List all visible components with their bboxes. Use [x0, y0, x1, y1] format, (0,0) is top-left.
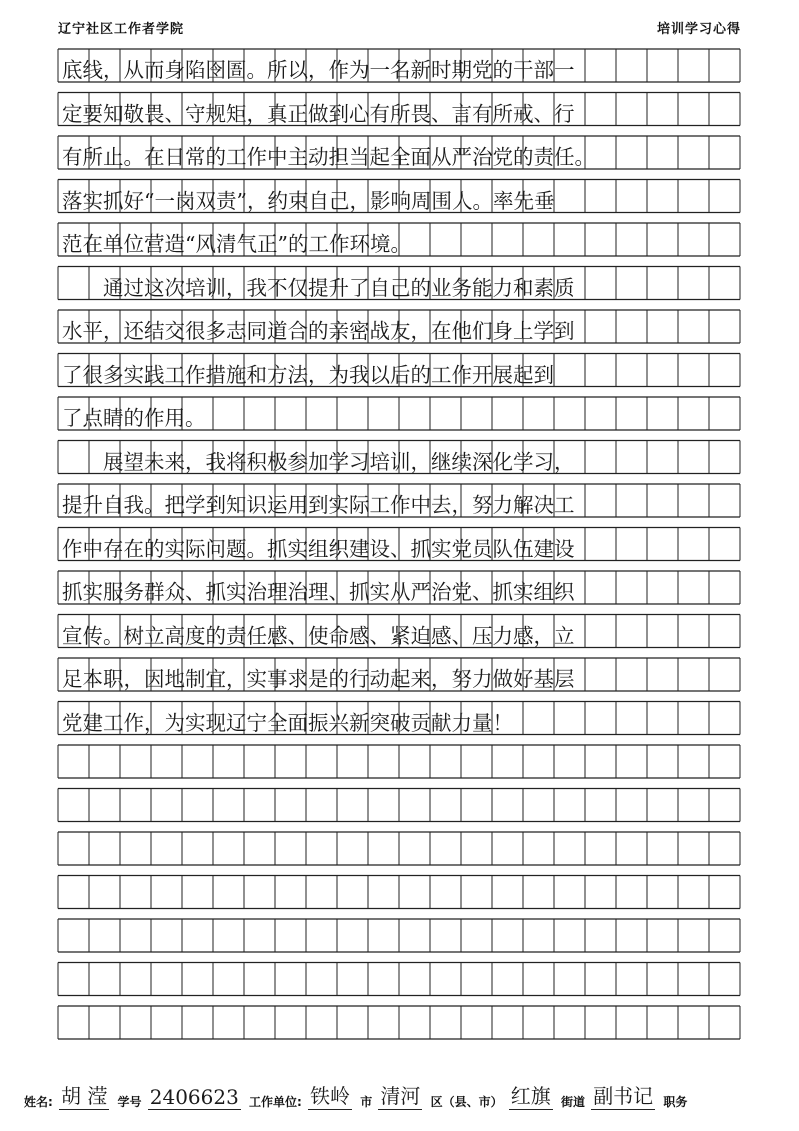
essay-line: 提升自我。把学到知识运用到实际工作中去，努力解决工 — [62, 493, 575, 517]
county-suffix: 区（县、市） — [430, 1095, 503, 1109]
essay-line: 通过这次培训，我不仅提升了自己的业务能力和素质 — [62, 275, 575, 300]
student-id-value: 2406623 — [149, 1085, 239, 1109]
county-value: 清河 — [378, 1080, 422, 1110]
essay-line: 党建工作，为实现辽宁全面振兴新突破贡献力量！ — [62, 710, 513, 735]
document-type-title: 培训学习心得 — [656, 22, 741, 37]
city-value: 铁岭 — [308, 1080, 352, 1110]
essay-line: 抓实服务群众、抓实治理治理、抓实从严治党、抓实组织 — [62, 580, 575, 604]
name-label: 姓名: — [24, 1095, 53, 1109]
essay-line: 水平，还结交很多志同道合的亲密战友，在他们身上学到 — [62, 319, 575, 343]
essay-line: 展望未来，我将积极参加学习培训，继续深化学习， — [62, 449, 575, 474]
street-value: 红旗 — [509, 1080, 553, 1110]
essay-line: 作中存在的实际问题。抓实组织建设、抓实党员队伍建设 — [62, 536, 575, 561]
essay-line: 有所止。在日常的工作中主动担当起全面从严治党的责任。 — [62, 145, 595, 169]
street-suffix: 街道 — [560, 1095, 585, 1109]
essay-line: 范在单位营造“风清气正”的工作环境。 — [62, 232, 411, 256]
city-suffix: 市 — [360, 1095, 373, 1109]
essay-line: 宣传。树立高度的责任感、使命感、紧迫感、压力感，立 — [62, 623, 575, 648]
essay-line: 足本职，因地制宜，实事求是的行动起来，努力做好基层 — [62, 667, 575, 691]
post-value: 副书记 — [591, 1080, 655, 1110]
essay-line: 落实抓好“一岗双责”，约束自己，影响周围人。率先垂 — [62, 188, 555, 213]
work-unit-label: 工作单位: — [249, 1095, 302, 1109]
institution-title: 辽宁社区工作者学院 — [58, 22, 185, 37]
post-label: 职务 — [663, 1095, 688, 1109]
signature-footer — [24, 1080, 784, 1112]
essay-line: 底线，从而身陷囹圄。所以，作为一名新时期党的干部一 — [62, 58, 575, 82]
student-id-label: 学号 — [117, 1095, 142, 1109]
essay-line: 了很多实践工作措施和方法，为我以后的工作开展起到 — [62, 362, 554, 387]
name-value: 胡 滢 — [59, 1080, 109, 1110]
essay-line: 定要知敬畏、守规矩，真正做到心有所畏、言有所戒、行 — [62, 101, 575, 126]
essay-line: 了点睛的作用。 — [62, 406, 206, 430]
